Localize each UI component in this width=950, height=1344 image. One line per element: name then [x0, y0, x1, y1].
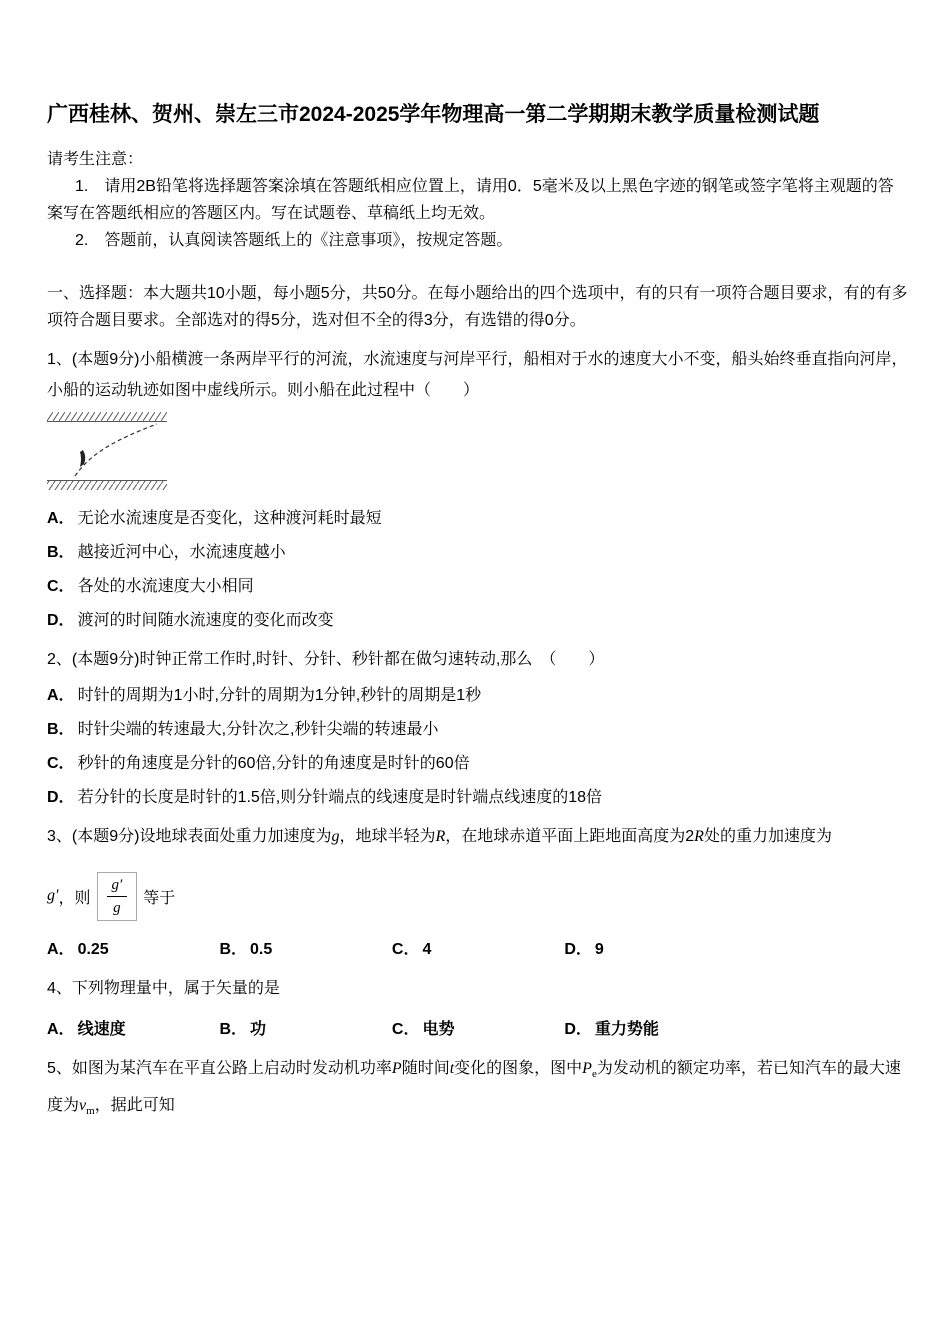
question-4-option-c [392, 1016, 560, 1043]
boat-trajectory-dashed-curve [75, 424, 157, 476]
question-1-option-d [47, 607, 908, 634]
question-3-fraction-line [47, 868, 908, 924]
fraction-numerator: g′ [107, 876, 128, 897]
river-top-bank [47, 412, 167, 421]
option-text: 若分针的长度是时针的1.5倍,则分针端点的线速度是时针端点线速度的18倍 [77, 789, 603, 806]
question-4-stem: 4、下列物理量中，属于矢量的是 [47, 980, 280, 997]
question-4-option-d [564, 1016, 659, 1043]
math-symbol-R: R [435, 828, 446, 845]
fraction-g-prime-over-g [97, 872, 138, 921]
question-2-stem: 2、(本题9分)时钟正常工作时,时针、分针、秒针都在做匀速转动,那么 （ ） [47, 651, 605, 668]
option-text: 秒针的角速度是分针的60倍,分针的角速度是时针的60倍 [77, 755, 470, 772]
question-3-option-b [219, 936, 387, 963]
option-letter: B． [219, 941, 248, 958]
math-symbol-R: R [694, 828, 704, 845]
question-1-option-a [47, 505, 908, 532]
math-symbol-t: t [449, 1060, 455, 1077]
question-3-option-c [392, 936, 560, 963]
stem-text: 变化的图象，图中 [454, 1060, 583, 1077]
question-1-option-b [47, 539, 908, 566]
question-4-option-b [219, 1016, 387, 1043]
option-letter: A． [47, 510, 75, 527]
stem-text: 最大速度为 [47, 1060, 901, 1115]
option-text: 时针尖端的转速最大,分针次之,秒针尖端的转速最小 [77, 721, 439, 738]
option-letter: C． [47, 578, 75, 595]
notice-header: 请考生注意： [47, 151, 144, 168]
math-subscript-m: m [86, 1105, 95, 1118]
option-text: 无论水流速度是否变化，这种渡河耗时最短 [77, 510, 382, 527]
section-header: 一、选择题：本大题共10小题，每小题5分，共50分。在每小题给出的四个选项中，有的只有一项符合题目要求，有的有多项符合题目要求。全部选对的得5分，选对但不全的得3分，有选错的得0分。 [47, 285, 908, 329]
notice-item-2: 2. 答题前，认真阅读答题纸上的《注意事项》，按规定答题。 [75, 232, 513, 249]
math-symbol-P: P [391, 1060, 402, 1077]
option-letter: A． [47, 1021, 75, 1038]
math-subscript-e: e [591, 1068, 597, 1081]
math-symbol-v: v [79, 1097, 87, 1115]
question-2-option-a [47, 682, 908, 709]
fraction-denominator: g [113, 899, 121, 916]
river-crossing-svg [47, 412, 172, 492]
river-crossing-diagram [47, 412, 908, 497]
question-3-option-d [564, 936, 603, 963]
option-letter: D． [564, 941, 592, 958]
question-1-stem: 1、(本题9分)小船横渡一条两岸平行的河流，水流速度与河岸平行，船相对于水的速度大小不变，船头始终垂直指向河岸，小船的运动轨迹如图中虚线所示。则小船在此过程中（ ） [47, 351, 908, 399]
option-text: 4 [422, 941, 432, 958]
option-letter: C． [47, 755, 75, 772]
stem-text: ，地球半轻为 [339, 828, 436, 845]
stem-text: 处的重力加速度为 [703, 828, 832, 845]
option-text: 重力势能 [594, 1021, 659, 1038]
option-text: 9 [594, 941, 604, 958]
option-text: 电势 [422, 1021, 455, 1038]
math-symbol-g-prime: g′ [47, 887, 59, 904]
question-3-stem [47, 821, 908, 852]
option-letter: D． [47, 789, 75, 806]
stem-text: ，据此可知 [94, 1097, 175, 1115]
option-letter: D． [47, 612, 75, 629]
question-4-options-row [47, 1016, 908, 1043]
question-4-option-a [47, 1016, 215, 1043]
stem-text: 5、如图为某汽车在平直公路上启动时发动机功率 [47, 1060, 392, 1077]
fraction-lead-text: ，则 [58, 889, 91, 907]
option-letter: A． [47, 687, 75, 704]
option-letter: D． [564, 1021, 592, 1038]
question-1-option-c [47, 573, 908, 600]
option-letter: B． [47, 721, 75, 738]
fraction-tail-text: 等于 [143, 889, 176, 907]
notice-item-1: 1. 请用2B铅笔将选择题答案涂填在答题纸相应位置上，请用0．5毫米及以上黑色字迹的钢笔或签字笔将主观题的答案写在答题纸相应的答题区内。写在试题卷、草稿纸上均无效。 [47, 178, 894, 222]
option-text: 0.5 [250, 941, 273, 958]
river-bottom-bank [47, 481, 167, 490]
option-text: 功 [250, 1021, 267, 1038]
math-symbol-g: g [331, 828, 340, 845]
option-text: 越接近河中心，水流速度越小 [77, 544, 286, 561]
option-text: 时针的周期为1小时,分针的周期为1分钟,秒针的周期是1秒 [77, 687, 482, 704]
math-symbol-P: P [582, 1060, 592, 1077]
question-3-option-a [47, 936, 215, 963]
option-letter: A． [47, 941, 75, 958]
question-2-option-b [47, 716, 908, 743]
question-2-option-d [47, 784, 908, 811]
option-text: 各处的水流速度大小相同 [77, 578, 254, 595]
option-text: 0.25 [77, 941, 109, 958]
stem-text: 随时间 [401, 1060, 450, 1077]
question-3-options-row [47, 936, 908, 963]
option-letter: C． [391, 1021, 420, 1038]
option-text: 渡河的时间随水流速度的变化而改变 [77, 612, 334, 629]
question-5-stem [47, 1053, 908, 1127]
stem-text: 3、(本题9分)设地球表面处重力加速度为 [47, 828, 332, 845]
option-text: 线速度 [77, 1021, 126, 1038]
stem-text: 为发动机的额定功率，若已知汽车的 [596, 1060, 853, 1077]
option-letter: B． [47, 544, 75, 561]
option-letter: B． [219, 1021, 248, 1038]
option-letter: C． [391, 941, 420, 958]
stem-text: ，在地球赤道平面上距地面高度为2 [445, 828, 695, 845]
question-2-option-c [47, 750, 908, 777]
page-title: 广西桂林、贺州、崇左三市2024-2025学年物理高一第二学期期末教学质量检测试题 [47, 103, 820, 126]
